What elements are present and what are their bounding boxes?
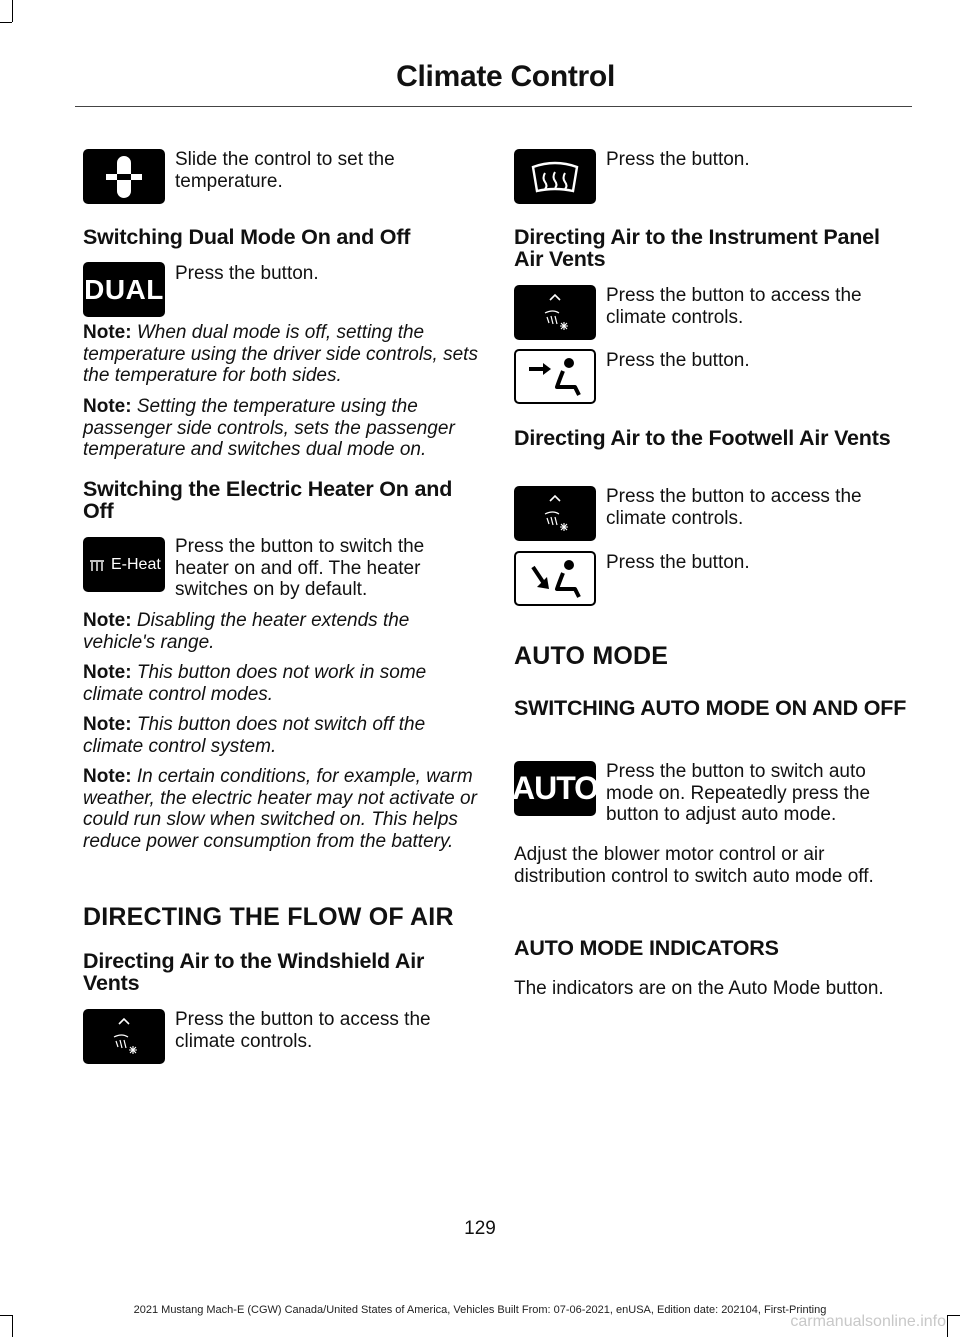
dual-mode-heading: Switching Dual Mode On and Off (83, 225, 411, 249)
auto-indicators-heading: AUTO MODE INDICATORS (514, 936, 779, 960)
dual-icon-label: DUAL (84, 273, 164, 305)
temperature-text: Slide the control to set the temperature. (175, 149, 395, 192)
auto-text: Press the button to switch auto mode on. Repeatedly press the button to adjust auto mode. (606, 761, 871, 825)
note (83, 322, 478, 387)
footer-text: 2021 Mustang Mach-E (CGW) Canada/United States of America, Vehicles Built From: 07-06-2021, enUSA, Edition date: 202104, First-Printing (133, 1304, 827, 1316)
note-label: Note: (83, 610, 132, 631)
note-text: In certain conditions, for example, warm weather, the electric heater may not activate or could run slow when switched on. This helps reduce power consumption from the battery. (83, 766, 477, 852)
heat-waves-icon (89, 557, 105, 573)
note (83, 396, 478, 461)
crop-mark (12, 0, 13, 22)
note-label: Note: (83, 714, 132, 735)
auto-switch-heading: SWITCHING AUTO MODE ON AND OFF (514, 696, 907, 720)
instrument-panel-heading: Directing Air to the Instrument Panel Air Vents (514, 225, 880, 271)
flow-of-air-heading: DIRECTING THE FLOW OF AIR (83, 903, 454, 931)
crop-mark (12, 1315, 13, 1337)
auto-button-icon (511, 761, 599, 816)
temperature-slider-icon (83, 149, 165, 204)
defrost-text: Press the button. (606, 149, 750, 170)
watermark: carmanualsonline.info (790, 1313, 946, 1330)
dual-button-icon (83, 262, 165, 317)
footwell-heading: Directing Air to the Footwell Air Vents (514, 426, 891, 450)
panel-text-2: Press the button. (606, 350, 750, 371)
auto-off-paragraph: Adjust the blower motor control or air distribution control to switch auto mode off. (514, 844, 874, 887)
note-text: This button does not work in some climate control modes. (83, 662, 427, 705)
note-text: Disabling the heater extends the vehicle's range. (83, 610, 410, 653)
electric-heater-heading: Switching the Electric Heater On and Off (83, 477, 453, 523)
climate-controls-icon (514, 486, 596, 541)
header-divider (75, 106, 912, 107)
windshield-text: Press the button to access the climate controls. (175, 1009, 431, 1052)
note-text: This button does not switch off the climate control system. (83, 714, 426, 757)
note-label: Note: (83, 766, 132, 787)
footwell-text-2: Press the button. (606, 552, 750, 573)
page-title: Climate Control (396, 60, 615, 93)
crop-mark (947, 1315, 948, 1337)
windshield-heading: Directing Air to the Windshield Air Vents (83, 949, 425, 995)
note-label: Note: (83, 322, 132, 343)
note (83, 766, 478, 852)
windshield-defrost-icon (514, 149, 596, 204)
heater-text: Press the button to switch the heater on and off. The heater switches on by default. (175, 536, 425, 600)
panel-vent-icon (514, 349, 596, 404)
note (83, 610, 478, 653)
crop-mark (0, 22, 12, 23)
footwell-text-1: Press the button to access the climate controls. (606, 486, 862, 529)
auto-mode-heading: AUTO MODE (514, 642, 669, 670)
climate-controls-icon (83, 1009, 165, 1064)
footwell-vent-icon (514, 551, 596, 606)
note-label: Note: (83, 396, 132, 417)
auto-icon-label: AUTO (511, 770, 599, 806)
note (83, 714, 478, 757)
panel-text-1: Press the button to access the climate controls. (606, 285, 862, 328)
page-number: 129 (464, 1218, 496, 1239)
climate-controls-icon (514, 285, 596, 340)
dual-text: Press the button. (175, 263, 319, 284)
note (83, 662, 478, 705)
indicators-paragraph: The indicators are on the Auto Mode button. (514, 978, 884, 999)
note-text: When dual mode is off, setting the temperature using the driver side controls, sets the temperature for both sides. (83, 322, 478, 386)
e-heat-label: E-Heat (111, 555, 161, 573)
note-label: Note: (83, 662, 132, 683)
e-heat-button-icon (83, 537, 165, 592)
note-text: Setting the temperature using the passenger side controls, sets the passenger temperature and switches dual mode on. (83, 396, 455, 460)
